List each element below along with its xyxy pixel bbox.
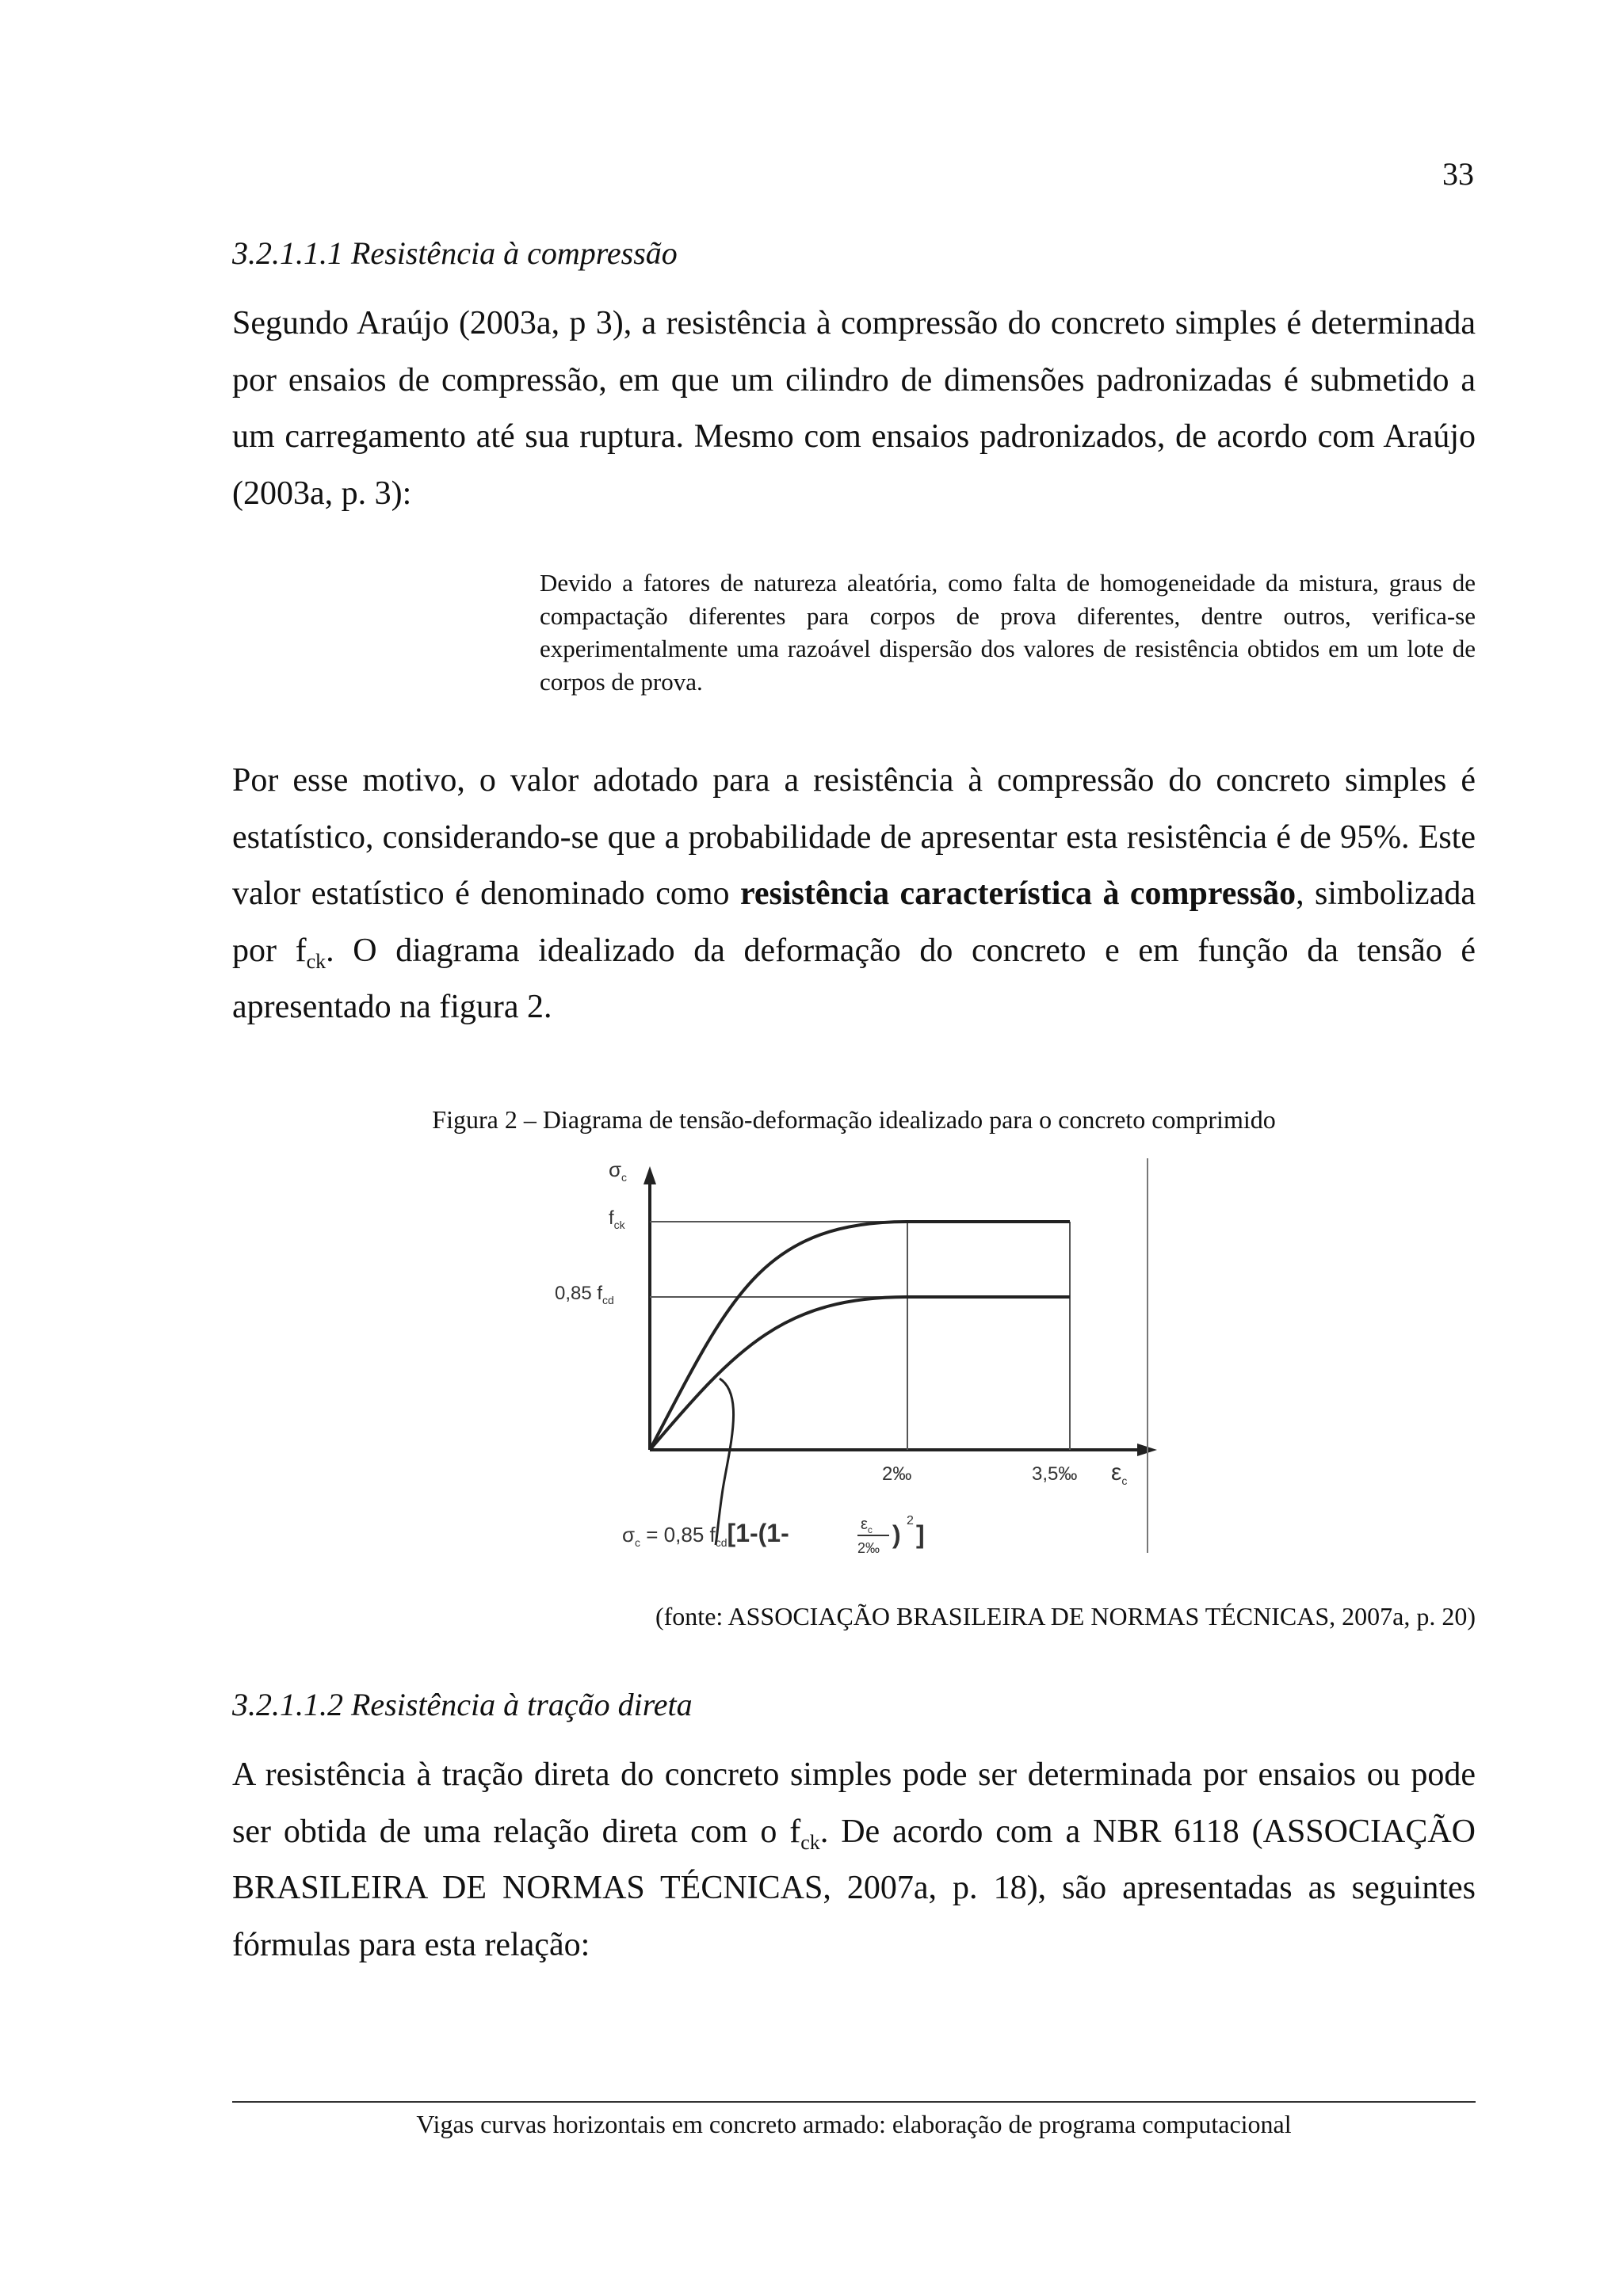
formula-bracket-close: ] — [916, 1520, 925, 1549]
paragraph-text-part: , simbolizada por f — [232, 875, 1476, 969]
formula-sigma: σ — [622, 1523, 636, 1547]
formula-fcd-subscript: cd — [715, 1536, 727, 1549]
formula-text — [622, 1519, 789, 1549]
y-axis-arrow-icon — [643, 1166, 656, 1184]
section-heading-tension: 3.2.1.1.2 Resistência à tração direta — [232, 1687, 693, 1722]
fck-symbol: f — [609, 1207, 614, 1229]
formula-fraction-numerator — [861, 1516, 873, 1535]
y-axis-symbol: σ — [609, 1158, 622, 1181]
fck-label — [609, 1207, 626, 1231]
fcd-label — [555, 1283, 614, 1306]
fcd-curve — [650, 1297, 1070, 1450]
footer-title: Vigas curvas horizontais em concreto armado: elaboração de programa computacional — [416, 2110, 1292, 2138]
formula-bracket-open: [1-(1- — [727, 1519, 789, 1547]
footer-divider — [232, 2101, 1476, 2103]
x-tick-35-permille: 3,5‰ — [1032, 1463, 1078, 1485]
formula-fraction-denominator: 2‰ — [857, 1540, 880, 1556]
block-quote: Devido a fatores de natureza aleatória, como falta de homogeneidade da mistura, graus de compactação diferentes para corpos de prova diferentes, dentre outros, verifica-se experimentalmente uma razoável dispersão dos valores de resistência obtidos em um lote de corpos de prova. — [540, 569, 1476, 696]
paragraph-text-part: Por esse motivo, o valor adotado para a resistência à compressão do concreto simples é estatístico, considerando-se que a probabilidade de apresentar esta resistência é de 95%. Este valor estatístico é denominado como — [232, 762, 1476, 912]
formula-close-paren: ) — [892, 1520, 901, 1549]
fcd-symbol: 0,85 f — [555, 1283, 603, 1304]
fcd-subscript: cd — [602, 1294, 614, 1306]
figure-caption: Figura 2 – Diagrama de tensão-deformação idealizado para o concreto comprimido — [432, 1105, 1276, 1134]
subscript: ck — [306, 949, 327, 973]
fck-curve — [650, 1222, 1070, 1450]
paragraph-text-part: . O diagrama idealizado da deformação do concreto e em função da tensão é apresentado na figura 2. — [232, 932, 1476, 1025]
x-tick-2-permille: 2‰ — [882, 1463, 912, 1485]
page-number: 33 — [1442, 156, 1474, 192]
formula-sigma-subscript: c — [635, 1536, 641, 1549]
section-heading-compression: 3.2.1.1.1 Resistência à compressão — [232, 235, 678, 271]
x-axis-label — [1111, 1459, 1127, 1487]
formula-exponent: 2 — [907, 1514, 914, 1527]
y-axis-label — [609, 1158, 627, 1184]
formula-epsilon: ε — [861, 1516, 868, 1533]
fck-subscript: ck — [613, 1219, 625, 1231]
x-axis-symbol: ε — [1111, 1459, 1122, 1486]
bold-term: resistência característica à compressão — [739, 875, 1296, 912]
paragraph-tension — [232, 1747, 1476, 1974]
y-axis-subscript: c — [621, 1171, 628, 1184]
subscript: ck — [800, 1830, 820, 1854]
x-axis-subscript: c — [1121, 1474, 1128, 1487]
paragraph-text-part: . De acordo com a NBR 6118 (ASSOCIAÇÃO BRASILEIRA DE NORMAS TÉCNICAS, 2007a, p. 18), são apresentadas as seguintes fórmulas para esta relação: — [232, 1813, 1476, 1963]
paragraph-text-part: A resistência à tração direta do concreto simples pode ser determinada por ensaios ou pode ser obtida de uma relação direta com o f — [232, 1756, 1476, 1850]
stress-strain-diagram — [547, 1149, 1165, 1592]
paragraph-compression-intro: Segundo Araújo (2003a, p 3), a resistência à compressão do concreto simples é determinada por ensaios de compressão, em que um cilindro de dimensões padronizadas é submetido a um carregamento até sua ruptura. Mesmo com ensaios padronizados, de acordo com Araújo (2003a, p. 3): — [232, 305, 1476, 512]
paragraph-characteristic-strength — [232, 753, 1476, 1036]
formula-epsilon-subscript: c — [867, 1524, 873, 1535]
figure-source: (fonte: ASSOCIAÇÃO BRASILEIRA DE NORMAS TÉCNICAS, 2007a, p. 20) — [655, 1602, 1476, 1630]
formula-coefficient: = 0,85 f — [640, 1523, 716, 1547]
